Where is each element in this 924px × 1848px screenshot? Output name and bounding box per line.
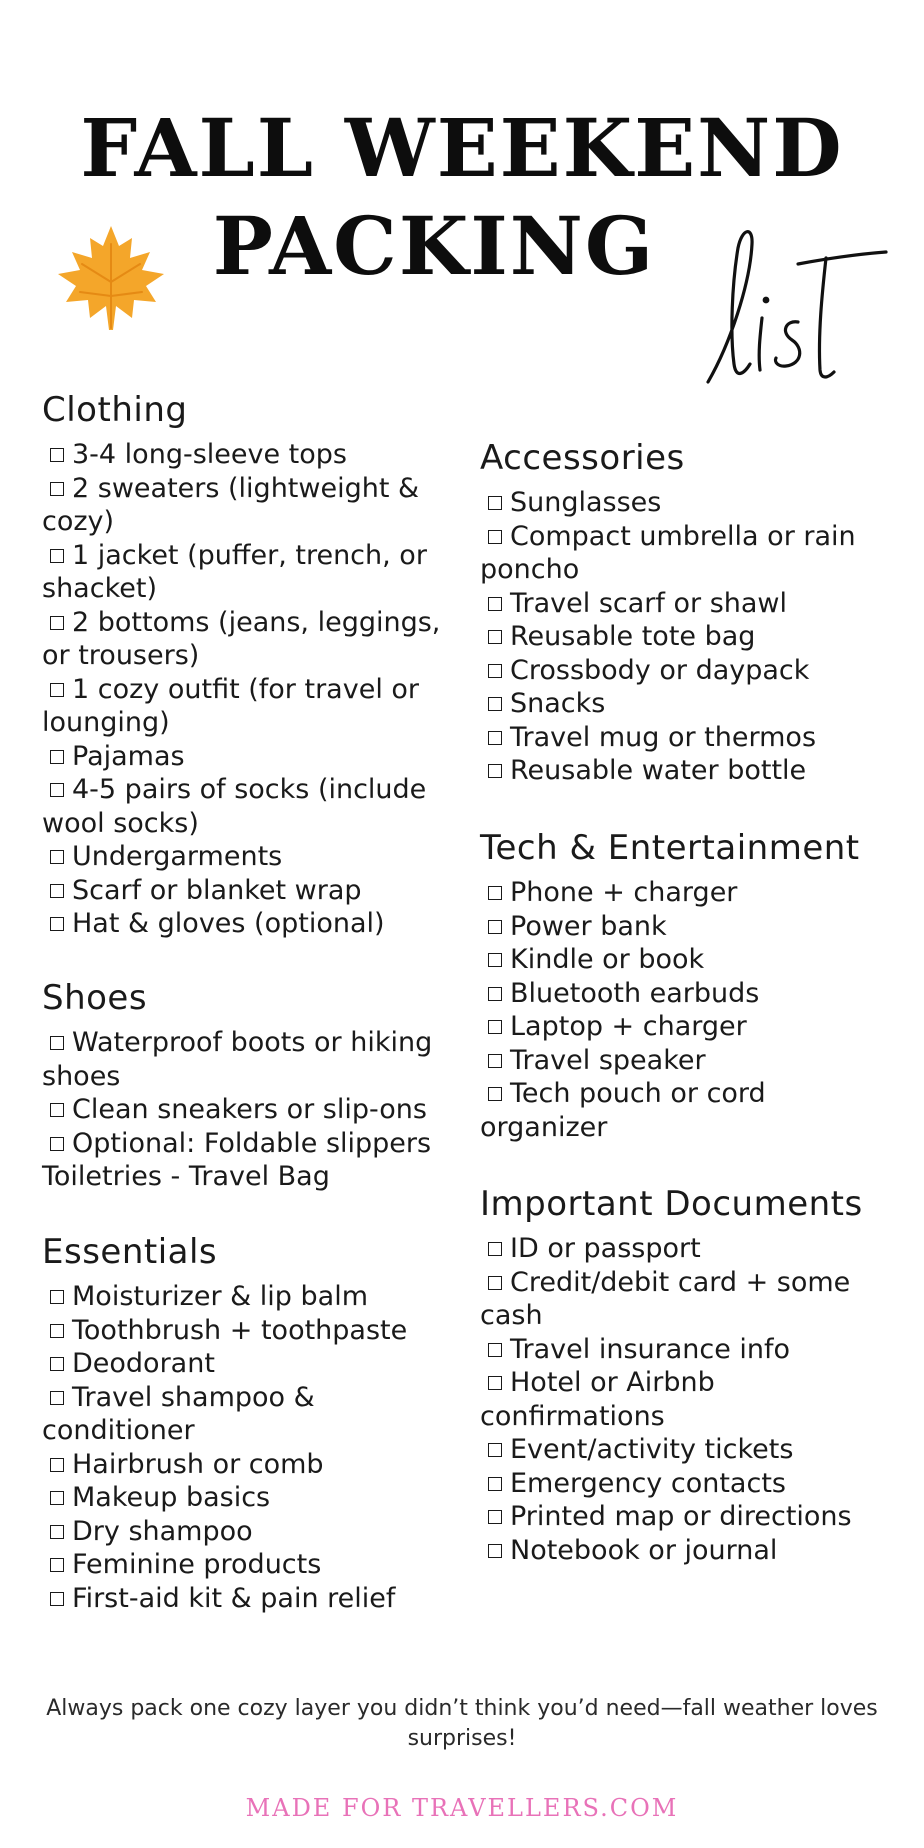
list-item (42, 1127, 472, 1161)
item-text: 4-5 pairs of socks (include wool socks) (42, 774, 427, 839)
accessories-section (480, 436, 900, 788)
item-text: Waterproof boots or hiking shoes (42, 1027, 433, 1092)
list-item (42, 1515, 472, 1549)
list-item (42, 874, 472, 908)
item-text: 1 cozy outfit (for travel or lounging) (42, 673, 420, 738)
documents-list (480, 1232, 900, 1567)
list-item (480, 1266, 900, 1333)
shoes-title: Shoes (42, 978, 148, 1018)
list-item (42, 1381, 472, 1448)
item-text: Dry shampoo (72, 1515, 253, 1547)
essentials-list (42, 1280, 472, 1615)
checkbox-icon[interactable] (488, 764, 502, 778)
list-item (42, 740, 472, 774)
checkbox-icon[interactable] (488, 1343, 502, 1357)
clothing-list (42, 438, 472, 941)
list-item (480, 1044, 900, 1078)
list-item (480, 486, 900, 520)
title-line-2: PACKING (212, 199, 656, 293)
item-text: Moisturizer & lip balm (72, 1281, 368, 1312)
tech-section (480, 826, 900, 1144)
checkbox-icon[interactable] (488, 530, 502, 544)
item-text: Travel mug or thermos (510, 721, 817, 753)
item-text: Reusable water bottle (510, 755, 807, 786)
checkbox-icon[interactable] (488, 1376, 502, 1390)
list-item (42, 472, 472, 539)
list-item (42, 438, 472, 472)
checkbox-icon[interactable] (50, 917, 64, 931)
item-text: Travel scarf or shawl (510, 587, 788, 619)
checkbox-icon[interactable] (488, 630, 502, 644)
list-item (480, 1232, 900, 1266)
list-item (42, 1582, 472, 1616)
item-text: Tech pouch or cord organizer (480, 1078, 766, 1143)
item-text: 1 jacket (puffer, trench, or shacket) (42, 539, 427, 604)
item-text: Phone + charger (510, 877, 738, 908)
checkbox-icon[interactable] (488, 1544, 502, 1558)
list-item (42, 773, 472, 840)
item-text: Travel speaker (510, 1044, 706, 1076)
item-text: Laptop + charger (510, 1011, 747, 1042)
item-text: Hat & gloves (optional) (72, 908, 385, 939)
checkbox-icon[interactable] (50, 549, 64, 563)
item-text: Kindle or book (510, 944, 705, 975)
checkbox-icon[interactable] (50, 850, 64, 864)
list-item (42, 1026, 472, 1093)
checkbox-icon[interactable] (50, 1592, 64, 1606)
list-item (480, 977, 900, 1011)
item-text: Printed map or directions (510, 1501, 852, 1532)
item-text: Reusable tote bag (510, 621, 756, 652)
list-item (480, 1366, 900, 1433)
item-text: Deodorant (72, 1348, 215, 1379)
item-text: Sunglasses (510, 487, 662, 518)
item-text: Feminine products (72, 1549, 322, 1580)
item-text: First-aid kit & pain relief (72, 1582, 396, 1614)
item-text: Crossbody or daypack (510, 654, 810, 686)
item-text: Notebook or journal (510, 1534, 778, 1566)
checkbox-icon[interactable] (50, 1525, 64, 1539)
item-text: Scarf or blanket wrap (72, 874, 362, 906)
checkbox-icon[interactable] (50, 1391, 64, 1405)
documents-title: Important Documents (480, 1184, 863, 1224)
essentials-title: Essentials (42, 1232, 218, 1272)
shoes-section (42, 976, 472, 1194)
maple-leaf-icon (52, 222, 170, 332)
clothing-section (42, 388, 472, 941)
list-item (480, 910, 900, 944)
list-item (42, 907, 472, 941)
checkbox-icon[interactable] (488, 920, 502, 934)
list-item (42, 1347, 472, 1381)
documents-section (480, 1182, 900, 1567)
item-text: Optional: Foldable slippers (72, 1127, 432, 1159)
checkbox-icon[interactable] (488, 1443, 502, 1457)
list-item (42, 1548, 472, 1582)
checkbox-icon[interactable] (488, 886, 502, 900)
list-item (42, 1448, 472, 1482)
list-item (480, 943, 900, 977)
checkbox-icon[interactable] (488, 1477, 502, 1491)
item-text: 3-4 long-sleeve tops (72, 439, 347, 470)
list-item (480, 687, 900, 721)
checkbox-icon[interactable] (50, 783, 64, 797)
checkbox-icon[interactable] (488, 987, 502, 1001)
shoes-list (42, 1026, 472, 1160)
item-text: ID or passport (510, 1233, 701, 1264)
clothing-title: Clothing (42, 390, 188, 430)
list-item (480, 1010, 900, 1044)
item-text: 2 sweaters (lightweight & cozy) (42, 472, 420, 537)
item-text: Travel insurance info (510, 1333, 791, 1365)
checkbox-icon[interactable] (50, 616, 64, 630)
checkbox-icon[interactable] (50, 1290, 64, 1304)
list-item (480, 1534, 900, 1568)
list-item (480, 1333, 900, 1367)
footer-brand-link[interactable]: MADE FOR TRAVELLERS.COM (245, 1794, 679, 1822)
checkbox-icon[interactable] (488, 664, 502, 678)
checkbox-icon[interactable] (50, 1491, 64, 1505)
list-item (480, 587, 900, 621)
list-item (42, 840, 472, 874)
list-item (480, 1500, 900, 1534)
tech-list (480, 876, 900, 1144)
checkbox-icon[interactable] (488, 953, 502, 967)
item-text: Emergency contacts (510, 1467, 786, 1499)
checkbox-icon[interactable] (50, 750, 64, 764)
checkbox-icon[interactable] (50, 884, 64, 898)
list-item (42, 1093, 472, 1127)
checkbox-icon[interactable] (488, 697, 502, 711)
item-text: Credit/debit card + some cash (480, 1266, 851, 1331)
list-item (42, 539, 472, 606)
list-item (42, 1314, 472, 1348)
checkbox-icon[interactable] (50, 1103, 64, 1117)
checkbox-icon[interactable] (50, 1357, 64, 1371)
list-item (480, 876, 900, 910)
item-text: Hotel or Airbnb confirmations (480, 1367, 715, 1432)
checkbox-icon[interactable] (488, 1020, 502, 1034)
item-text: Hairbrush or comb (72, 1448, 324, 1480)
checkbox-icon[interactable] (50, 1324, 64, 1338)
list-item (42, 1280, 472, 1314)
checkbox-icon[interactable] (488, 1276, 502, 1290)
item-text: Clean sneakers or slip-ons (72, 1094, 427, 1125)
checkbox-icon[interactable] (50, 1458, 64, 1472)
checkbox-icon[interactable] (50, 1137, 64, 1151)
list-item (480, 654, 900, 688)
list-item (480, 721, 900, 755)
item-text: Compact umbrella or rain poncho (480, 520, 856, 585)
checkbox-icon[interactable] (50, 683, 64, 697)
item-text: Bluetooth earbuds (510, 977, 760, 1009)
toiletries-label: Toiletries - Travel Bag (42, 1161, 330, 1192)
script-list-word (690, 214, 890, 394)
item-text: Snacks (510, 688, 606, 719)
list-item (42, 673, 472, 740)
checkbox-icon[interactable] (488, 1242, 502, 1256)
checkbox-icon[interactable] (488, 1510, 502, 1524)
item-text: Undergarments (72, 841, 283, 872)
list-item (480, 620, 900, 654)
tech-title: Tech & Entertainment (480, 828, 860, 868)
checkbox-icon[interactable] (50, 482, 64, 496)
item-text: Travel shampoo & conditioner (42, 1381, 315, 1446)
essentials-section (42, 1230, 472, 1615)
checkbox-icon[interactable] (50, 448, 64, 462)
list-item (480, 1433, 900, 1467)
list-item (480, 1077, 900, 1144)
item-text: 2 bottoms (jeans, leggings, or trousers) (42, 606, 441, 671)
list-item (480, 520, 900, 587)
list-item (42, 606, 472, 673)
list-item (42, 1481, 472, 1515)
checkbox-icon[interactable] (488, 731, 502, 745)
item-text: Toothbrush + toothpaste (72, 1314, 408, 1346)
list-item (480, 754, 900, 788)
checkbox-icon[interactable] (50, 1558, 64, 1572)
item-text: Power bank (510, 910, 667, 942)
item-text: Event/activity tickets (510, 1434, 794, 1465)
checkbox-icon[interactable] (488, 1087, 502, 1101)
item-text: Makeup basics (72, 1482, 271, 1513)
accessories-title: Accessories (480, 438, 685, 478)
accessories-list (480, 486, 900, 788)
list-item (480, 1467, 900, 1501)
item-text: Pajamas (72, 740, 185, 772)
checkbox-icon[interactable] (488, 597, 502, 611)
footer-tip: Always pack one cozy layer you didn’t think you’d need—fall weather loves surprises! (46, 1696, 878, 1751)
checkbox-icon[interactable] (488, 496, 502, 510)
checkbox-icon[interactable] (488, 1054, 502, 1068)
checkbox-icon[interactable] (50, 1036, 64, 1050)
title-line-1: FALL WEEKEND (80, 101, 844, 195)
